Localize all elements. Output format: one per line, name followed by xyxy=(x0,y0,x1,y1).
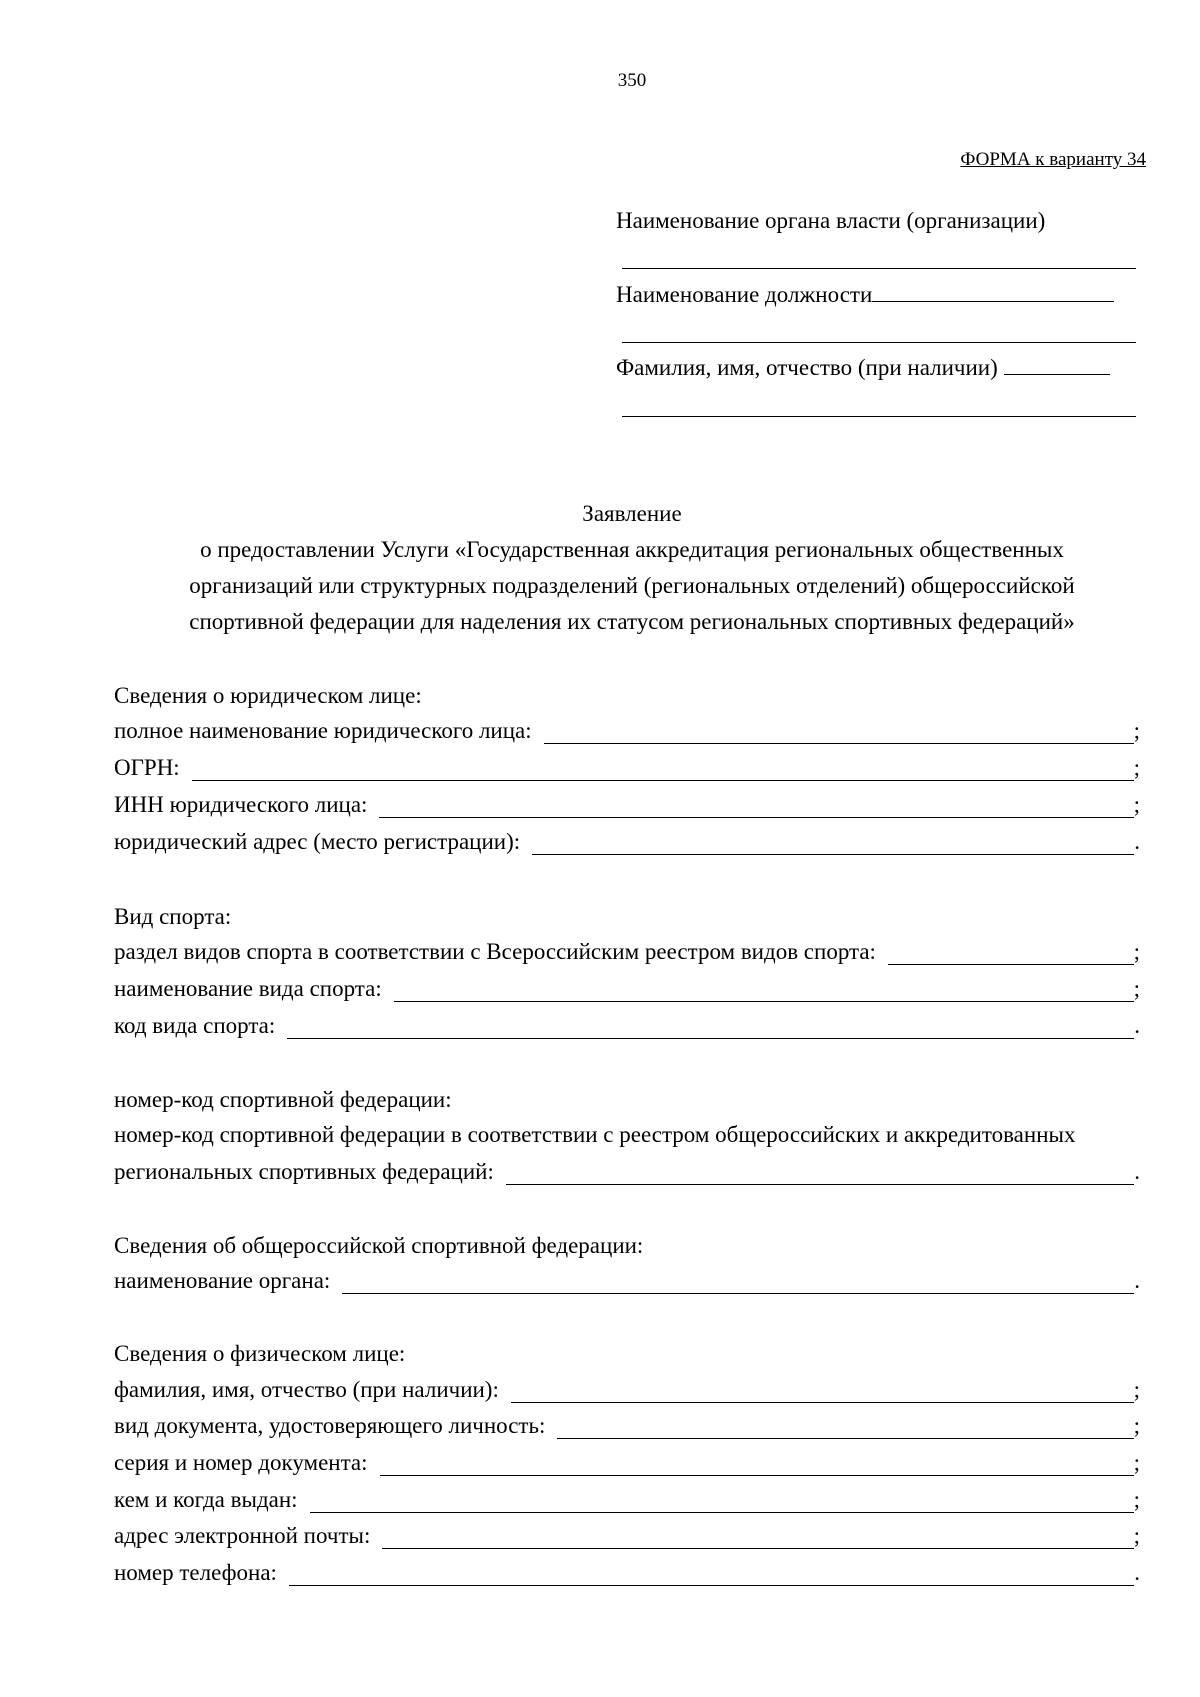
federation-code-label: региональных спортивных федераций: xyxy=(114,1159,494,1184)
inn-row xyxy=(114,792,1140,824)
person-fio-label: фамилия, имя, отчество (при наличии): xyxy=(114,1377,499,1402)
person-fio-row xyxy=(114,1377,1140,1409)
punct: . xyxy=(1134,1013,1140,1038)
sport-code-field[interactable] xyxy=(287,1037,1134,1039)
punct: ; xyxy=(1133,792,1140,817)
legal-full-name-label: полное наименование юридического лица: xyxy=(114,718,532,743)
punct: ; xyxy=(1133,1523,1140,1548)
sport-section-label: раздел видов спорта в соответствии с Всероссийским реестром видов спорта: xyxy=(114,939,876,964)
sport-code-row xyxy=(114,1013,1140,1045)
sport-heading: Вид спорта: xyxy=(114,904,232,929)
punct: . xyxy=(1134,1560,1140,1585)
phone-field[interactable] xyxy=(289,1584,1134,1586)
phone-row xyxy=(114,1560,1140,1592)
sport-section-row xyxy=(114,939,1140,971)
ogrn-row xyxy=(114,755,1140,787)
ogrn-label: ОГРН: xyxy=(114,755,180,780)
email-field[interactable] xyxy=(382,1547,1133,1549)
federation-body-field[interactable] xyxy=(342,1292,1134,1294)
legal-heading: Сведения о юридическом лице: xyxy=(114,683,422,708)
ogrn-field[interactable] xyxy=(192,779,1134,781)
sport-name-label: наименование вида спорта: xyxy=(114,976,382,1001)
doc-number-field[interactable] xyxy=(380,1474,1134,1476)
federation-code-heading: номер-код спортивной федерации: xyxy=(114,1087,452,1112)
issued-label: кем и когда выдан: xyxy=(114,1487,298,1512)
federation-code-line1: номер-код спортивной федерации в соответствии с реестром общероссийских и аккредитованных xyxy=(114,1122,1076,1147)
org-line[interactable] xyxy=(622,268,1136,269)
federation-code-row xyxy=(114,1159,1140,1191)
legal-full-name-row xyxy=(114,718,1140,750)
fio-header-line-2[interactable] xyxy=(622,416,1136,417)
legal-full-name-field[interactable] xyxy=(544,742,1134,744)
punct: . xyxy=(1134,1159,1140,1184)
doc-type-label: вид документа, удостоверяющего личность: xyxy=(114,1413,546,1438)
title-line-4: спортивной федерации для наделения их статусом региональных спортивных федераций» xyxy=(189,609,1075,634)
document-title: Заявление xyxy=(582,501,682,526)
legal-address-label: юридический адрес (место регистрации): xyxy=(114,829,521,854)
org-label: Наименование органа власти (организации) xyxy=(616,208,1046,233)
punct: ; xyxy=(1133,1487,1140,1512)
fio-header-line[interactable] xyxy=(1004,373,1110,375)
inn-field[interactable] xyxy=(379,816,1133,818)
federation-heading: Сведения об общероссийской спортивной федерации: xyxy=(114,1233,644,1258)
punct: ; xyxy=(1133,1377,1140,1402)
position-row xyxy=(616,282,1114,308)
position-label: Наименование должности xyxy=(616,282,873,307)
inn-label: ИНН юридического лица: xyxy=(114,792,368,817)
punct: ; xyxy=(1133,939,1140,964)
sport-code-label: код вида спорта: xyxy=(114,1013,276,1038)
sport-section-field[interactable] xyxy=(888,963,1134,965)
federation-body-row xyxy=(114,1268,1140,1300)
doc-type-row xyxy=(114,1413,1140,1445)
doc-type-field[interactable] xyxy=(557,1437,1133,1439)
legal-address-field[interactable] xyxy=(532,853,1134,855)
phone-label: номер телефона: xyxy=(114,1560,277,1585)
email-row xyxy=(114,1523,1140,1555)
position-line-2[interactable] xyxy=(622,342,1136,343)
issued-row xyxy=(114,1487,1140,1519)
punct: . xyxy=(1134,829,1140,854)
fio-header-label: Фамилия, имя, отчество (при наличии) xyxy=(616,355,998,380)
punct: ; xyxy=(1133,1413,1140,1438)
punct: ; xyxy=(1133,976,1140,1001)
punct: ; xyxy=(1133,718,1140,743)
doc-number-label: серия и номер документа: xyxy=(114,1450,368,1475)
position-line[interactable] xyxy=(872,300,1114,302)
title-line-2: о предоставлении Услуги «Государственная аккредитация региональных общественных xyxy=(200,537,1064,562)
doc-number-row xyxy=(114,1450,1140,1482)
form-reference: ФОРМА к варианту 34 xyxy=(960,149,1146,170)
issued-field[interactable] xyxy=(310,1511,1134,1513)
title-line-3: организаций или структурных подразделений (региональных отделений) общероссийской xyxy=(189,573,1075,598)
person-fio-field[interactable] xyxy=(511,1401,1134,1403)
sport-name-row xyxy=(114,976,1140,1008)
punct: ; xyxy=(1133,755,1140,780)
person-heading: Сведения о физическом лице: xyxy=(114,1341,406,1366)
punct: . xyxy=(1134,1268,1140,1293)
fio-header-row xyxy=(616,355,1110,381)
sport-name-field[interactable] xyxy=(394,1000,1134,1002)
legal-address-row xyxy=(114,829,1140,861)
email-label: адрес электронной почты: xyxy=(114,1523,371,1548)
page-number: 350 xyxy=(617,70,647,91)
federation-body-label: наименование органа: xyxy=(114,1268,331,1293)
punct: ; xyxy=(1133,1450,1140,1475)
federation-code-field[interactable] xyxy=(506,1183,1134,1185)
